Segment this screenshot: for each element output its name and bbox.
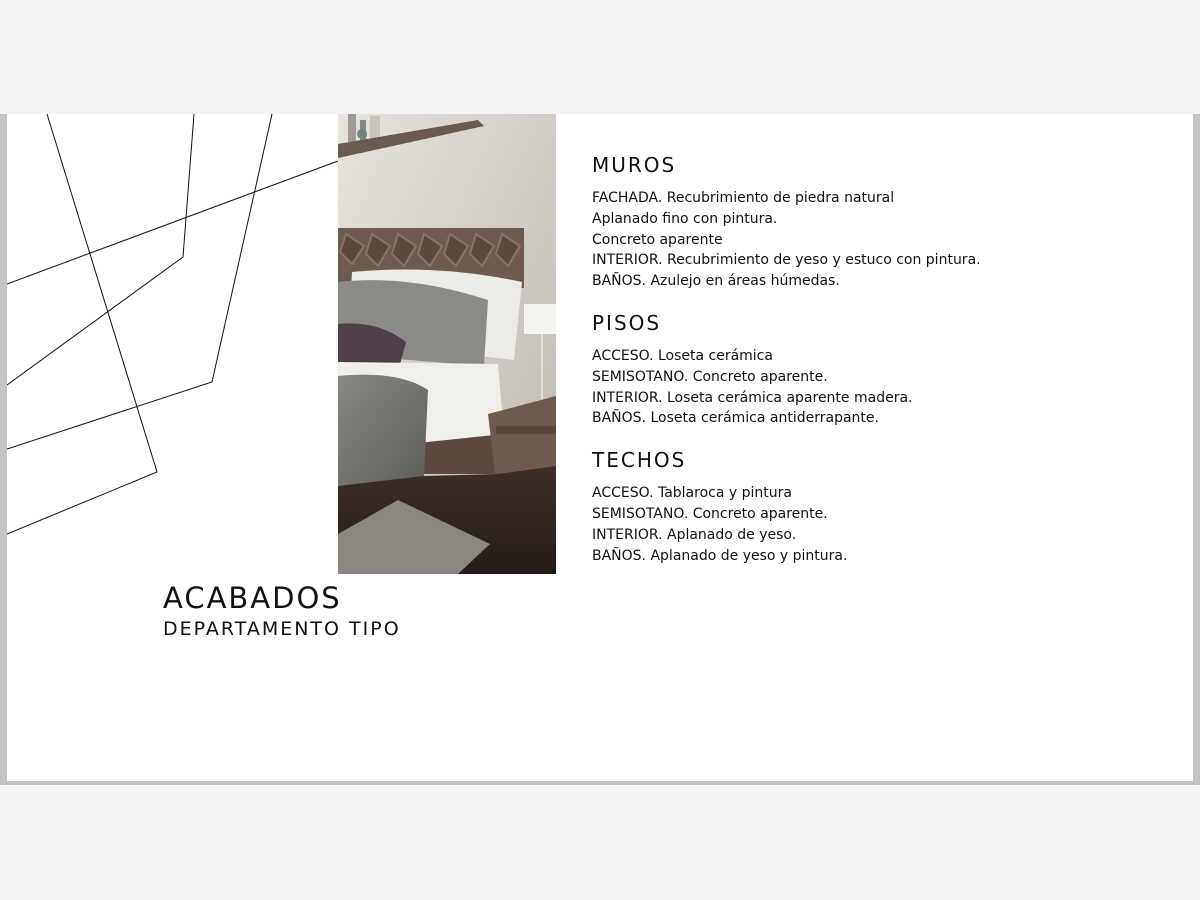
- spec-line: FACHADA. Recubrimiento de piedra natural: [592, 190, 895, 206]
- page-title: ACABADOS: [163, 581, 342, 615]
- page-subtitle: DEPARTAMENTO TIPO: [163, 618, 401, 640]
- spec-line: BAÑOS. Azulejo en áreas húmedas.: [592, 273, 840, 290]
- spec-line: INTERIOR. Aplanado de yeso.: [592, 526, 797, 543]
- spec-line: Aplanado fino con pintura.: [592, 210, 778, 227]
- decorative-lines: [7, 114, 347, 544]
- section-pisos: [592, 308, 1152, 429]
- finishes-specs: [592, 150, 1152, 582]
- bedroom-icon: [338, 114, 556, 574]
- title-block: [163, 580, 401, 642]
- spec-line: SEMISOTANO. Concreto aparente.: [592, 505, 828, 522]
- section-muros: [592, 150, 1152, 292]
- section-heading: TECHOS: [592, 448, 687, 473]
- slide: [7, 114, 1193, 781]
- section-heading: PISOS: [592, 310, 662, 335]
- spec-line: INTERIOR. Recubrimiento de yeso y estuco con pintura.: [592, 252, 981, 269]
- spec-line: ACCESO. Tablaroca y pintura: [592, 485, 792, 502]
- spec-line: BAÑOS. Loseta cerámica antiderrapante.: [592, 410, 879, 427]
- spec-line: SEMISOTANO. Concreto aparente.: [592, 368, 828, 385]
- slide-frame: [0, 114, 1200, 785]
- section-heading: MUROS: [592, 153, 677, 177]
- spec-line: ACCESO. Loseta cerámica: [592, 347, 773, 364]
- spec-line: Concreto aparente: [592, 231, 723, 248]
- spec-line: INTERIOR. Loseta cerámica aparente madera.: [592, 389, 913, 406]
- section-techos: [592, 445, 1152, 566]
- bedroom-photo: [338, 114, 556, 574]
- spec-line: BAÑOS. Aplanado de yeso y pintura.: [592, 547, 848, 564]
